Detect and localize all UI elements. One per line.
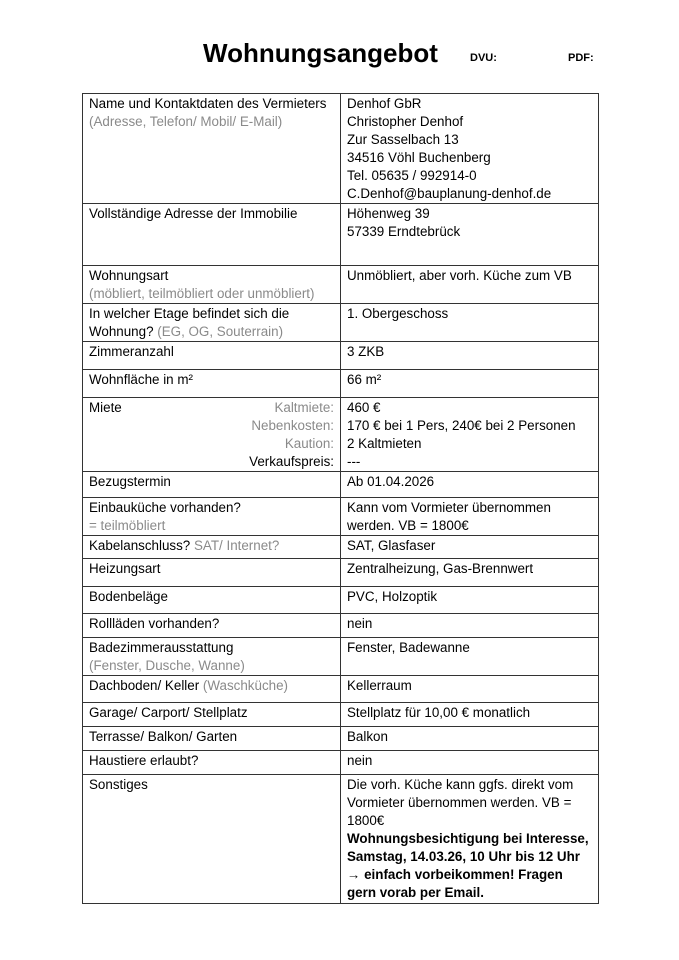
table-row xyxy=(83,472,599,498)
row-hint: (Adresse, Telefon/ Mobil/ E-Mail) xyxy=(89,114,283,129)
row-label: Sonstiges xyxy=(89,777,148,792)
row-hint: (Waschküche) xyxy=(202,678,288,693)
dvu-label: DVU: xyxy=(470,52,497,64)
row-value: Höhenweg 39 xyxy=(347,206,430,221)
row-label: Miete xyxy=(89,400,122,415)
row-label: Bezugstermin xyxy=(89,474,171,489)
row-value: nein xyxy=(347,616,373,631)
row-value: 2 Kaltmieten xyxy=(347,436,422,451)
page-title: Wohnungsangebot xyxy=(203,38,438,68)
row-value: Tel. 05635 / 992914-0 xyxy=(347,168,477,183)
row-value-cell xyxy=(341,204,599,266)
row-value-cell xyxy=(341,587,599,614)
row-value-cell xyxy=(341,703,599,727)
row-hint: (Fenster, Dusche, Wanne) xyxy=(89,658,245,673)
table-row xyxy=(83,703,599,727)
table-row xyxy=(83,775,599,904)
table-row xyxy=(83,370,599,398)
row-label: Heizungsart xyxy=(89,561,161,576)
row-label: Dachboden/ Keller xyxy=(89,678,200,693)
row-value-cell xyxy=(341,94,599,204)
row-value: Die vorh. Küche kann ggfs. direkt vom Vormieter übernommen werden. VB = 1800€ xyxy=(347,777,574,828)
table-row xyxy=(83,587,599,614)
row-hint: SAT/ Internet? xyxy=(193,538,280,553)
row-value-cell xyxy=(341,498,599,536)
row-hint: (EG, OG, Souterrain) xyxy=(157,324,284,339)
row-label-cell xyxy=(83,751,341,775)
row-label-cell xyxy=(83,676,341,703)
row-label-cell xyxy=(83,536,341,559)
row-label-cell xyxy=(83,94,341,204)
table-row xyxy=(83,498,599,536)
row-hint: (möbliert, teilmöbliert oder unmöbliert) xyxy=(89,286,315,301)
row-value: Ab 01.04.2026 xyxy=(347,474,435,489)
row-value: C.Denhof@bauplanung-denhof.de xyxy=(347,186,552,201)
row-hint: = teilmöbliert xyxy=(89,518,166,533)
row-value: Christopher Denhof xyxy=(347,114,464,129)
row-label-cell xyxy=(83,727,341,751)
row-value: Stellplatz für 10,00 € monatlich xyxy=(347,705,531,720)
row-value: nein xyxy=(347,753,373,768)
pdf-label: PDF: xyxy=(568,52,594,64)
row-label-cell xyxy=(83,587,341,614)
row-value-cell xyxy=(341,266,599,304)
row-label: In welcher Etage befindet sich die Wohnung? xyxy=(89,306,290,339)
row-value-cell xyxy=(341,398,599,472)
row-label: Name und Kontaktdaten des Vermieters xyxy=(89,96,327,111)
row-value-cell xyxy=(341,342,599,370)
table-row xyxy=(83,536,599,559)
table-row xyxy=(83,342,599,370)
row-label: Zimmeranzahl xyxy=(89,344,174,359)
rent-sublabel: Nebenkosten: xyxy=(251,418,334,433)
row-value: Unmöbliert, aber vorh. Küche zum VB xyxy=(347,268,572,283)
row-value-cell xyxy=(341,559,599,587)
table-row xyxy=(83,304,599,342)
row-value: PVC, Holzoptik xyxy=(347,589,438,604)
row-value: Zur Sasselbach 13 xyxy=(347,132,459,147)
row-label: Kabelanschluss? xyxy=(89,538,191,553)
row-label-cell xyxy=(83,342,341,370)
row-label-cell xyxy=(83,559,341,587)
row-value: Kann vom Vormieter übernommen werden. VB = 1800€ xyxy=(347,500,551,533)
rent-sublabel: Verkaufspreis: xyxy=(249,454,334,469)
row-value-cell xyxy=(341,751,599,775)
row-label-cell xyxy=(83,266,341,304)
row-label-cell xyxy=(83,638,341,676)
row-label: Terrasse/ Balkon/ Garten xyxy=(89,729,238,744)
table-row xyxy=(83,559,599,587)
row-label-cell xyxy=(83,498,341,536)
row-label-cell xyxy=(83,614,341,638)
rent-sublabel: Kaltmiete: xyxy=(274,400,334,415)
row-label: Garage/ Carport/ Stellplatz xyxy=(89,705,248,720)
table-row xyxy=(83,676,599,703)
table-row xyxy=(83,727,599,751)
row-value-cell xyxy=(341,775,599,904)
row-label-cell xyxy=(83,472,341,498)
table-row xyxy=(83,751,599,775)
table-row xyxy=(83,614,599,638)
viewing-notice: Wohnungsbesichtigung bei Interesse, Samstag, 14.03.26, 10 Uhr bis 12 Uhr → einfach vorbeikommen! Fragen gern vorab per Email. xyxy=(347,831,589,900)
row-value: 66 m² xyxy=(347,372,382,387)
row-label: Rollläden vorhanden? xyxy=(89,616,220,631)
row-value-cell xyxy=(341,638,599,676)
row-value-cell xyxy=(341,676,599,703)
row-value: Fenster, Badewanne xyxy=(347,640,470,655)
row-label: Vollständige Adresse der Immobilie xyxy=(89,206,298,221)
row-value-cell xyxy=(341,472,599,498)
rent-sublabel: Kaution: xyxy=(284,436,334,451)
row-label: Haustiere erlaubt? xyxy=(89,753,199,768)
row-value-cell xyxy=(341,304,599,342)
row-value: Balkon xyxy=(347,729,388,744)
row-value: SAT, Glasfaser xyxy=(347,538,436,553)
row-value: 170 € bei 1 Pers, 240€ bei 2 Personen xyxy=(347,418,576,433)
row-value: 3 ZKB xyxy=(347,344,385,359)
row-value: Denhof GbR xyxy=(347,96,422,111)
row-label-cell xyxy=(83,304,341,342)
row-label-cell xyxy=(83,703,341,727)
row-label: Einbauküche vorhanden? xyxy=(89,500,241,515)
table-row xyxy=(83,266,599,304)
row-label-cell xyxy=(83,398,341,472)
row-value-cell xyxy=(341,614,599,638)
row-label-cell xyxy=(83,204,341,266)
row-value-cell xyxy=(341,727,599,751)
row-label: Badezimmerausstattung xyxy=(89,640,234,655)
row-value-cell xyxy=(341,370,599,398)
row-label: Wohnungsart xyxy=(89,268,169,283)
table-row xyxy=(83,398,599,472)
row-label: Wohnfläche in m² xyxy=(89,372,193,387)
table-row xyxy=(83,638,599,676)
row-value: 34516 Vöhl Buchenberg xyxy=(347,150,491,165)
row-value-cell xyxy=(341,536,599,559)
row-value: Kellerraum xyxy=(347,678,412,693)
table-row xyxy=(83,94,599,204)
row-value: --- xyxy=(347,454,361,469)
table-row xyxy=(83,204,599,266)
row-value: Zentralheizung, Gas-Brennwert xyxy=(347,561,534,576)
row-label-cell xyxy=(83,370,341,398)
row-label-cell xyxy=(83,775,341,904)
row-label: Bodenbeläge xyxy=(89,589,168,604)
offer-table xyxy=(82,93,599,904)
row-value: 460 € xyxy=(347,400,381,415)
row-value: 57339 Erndtebrück xyxy=(347,224,461,239)
row-value: 1. Obergeschoss xyxy=(347,306,449,321)
